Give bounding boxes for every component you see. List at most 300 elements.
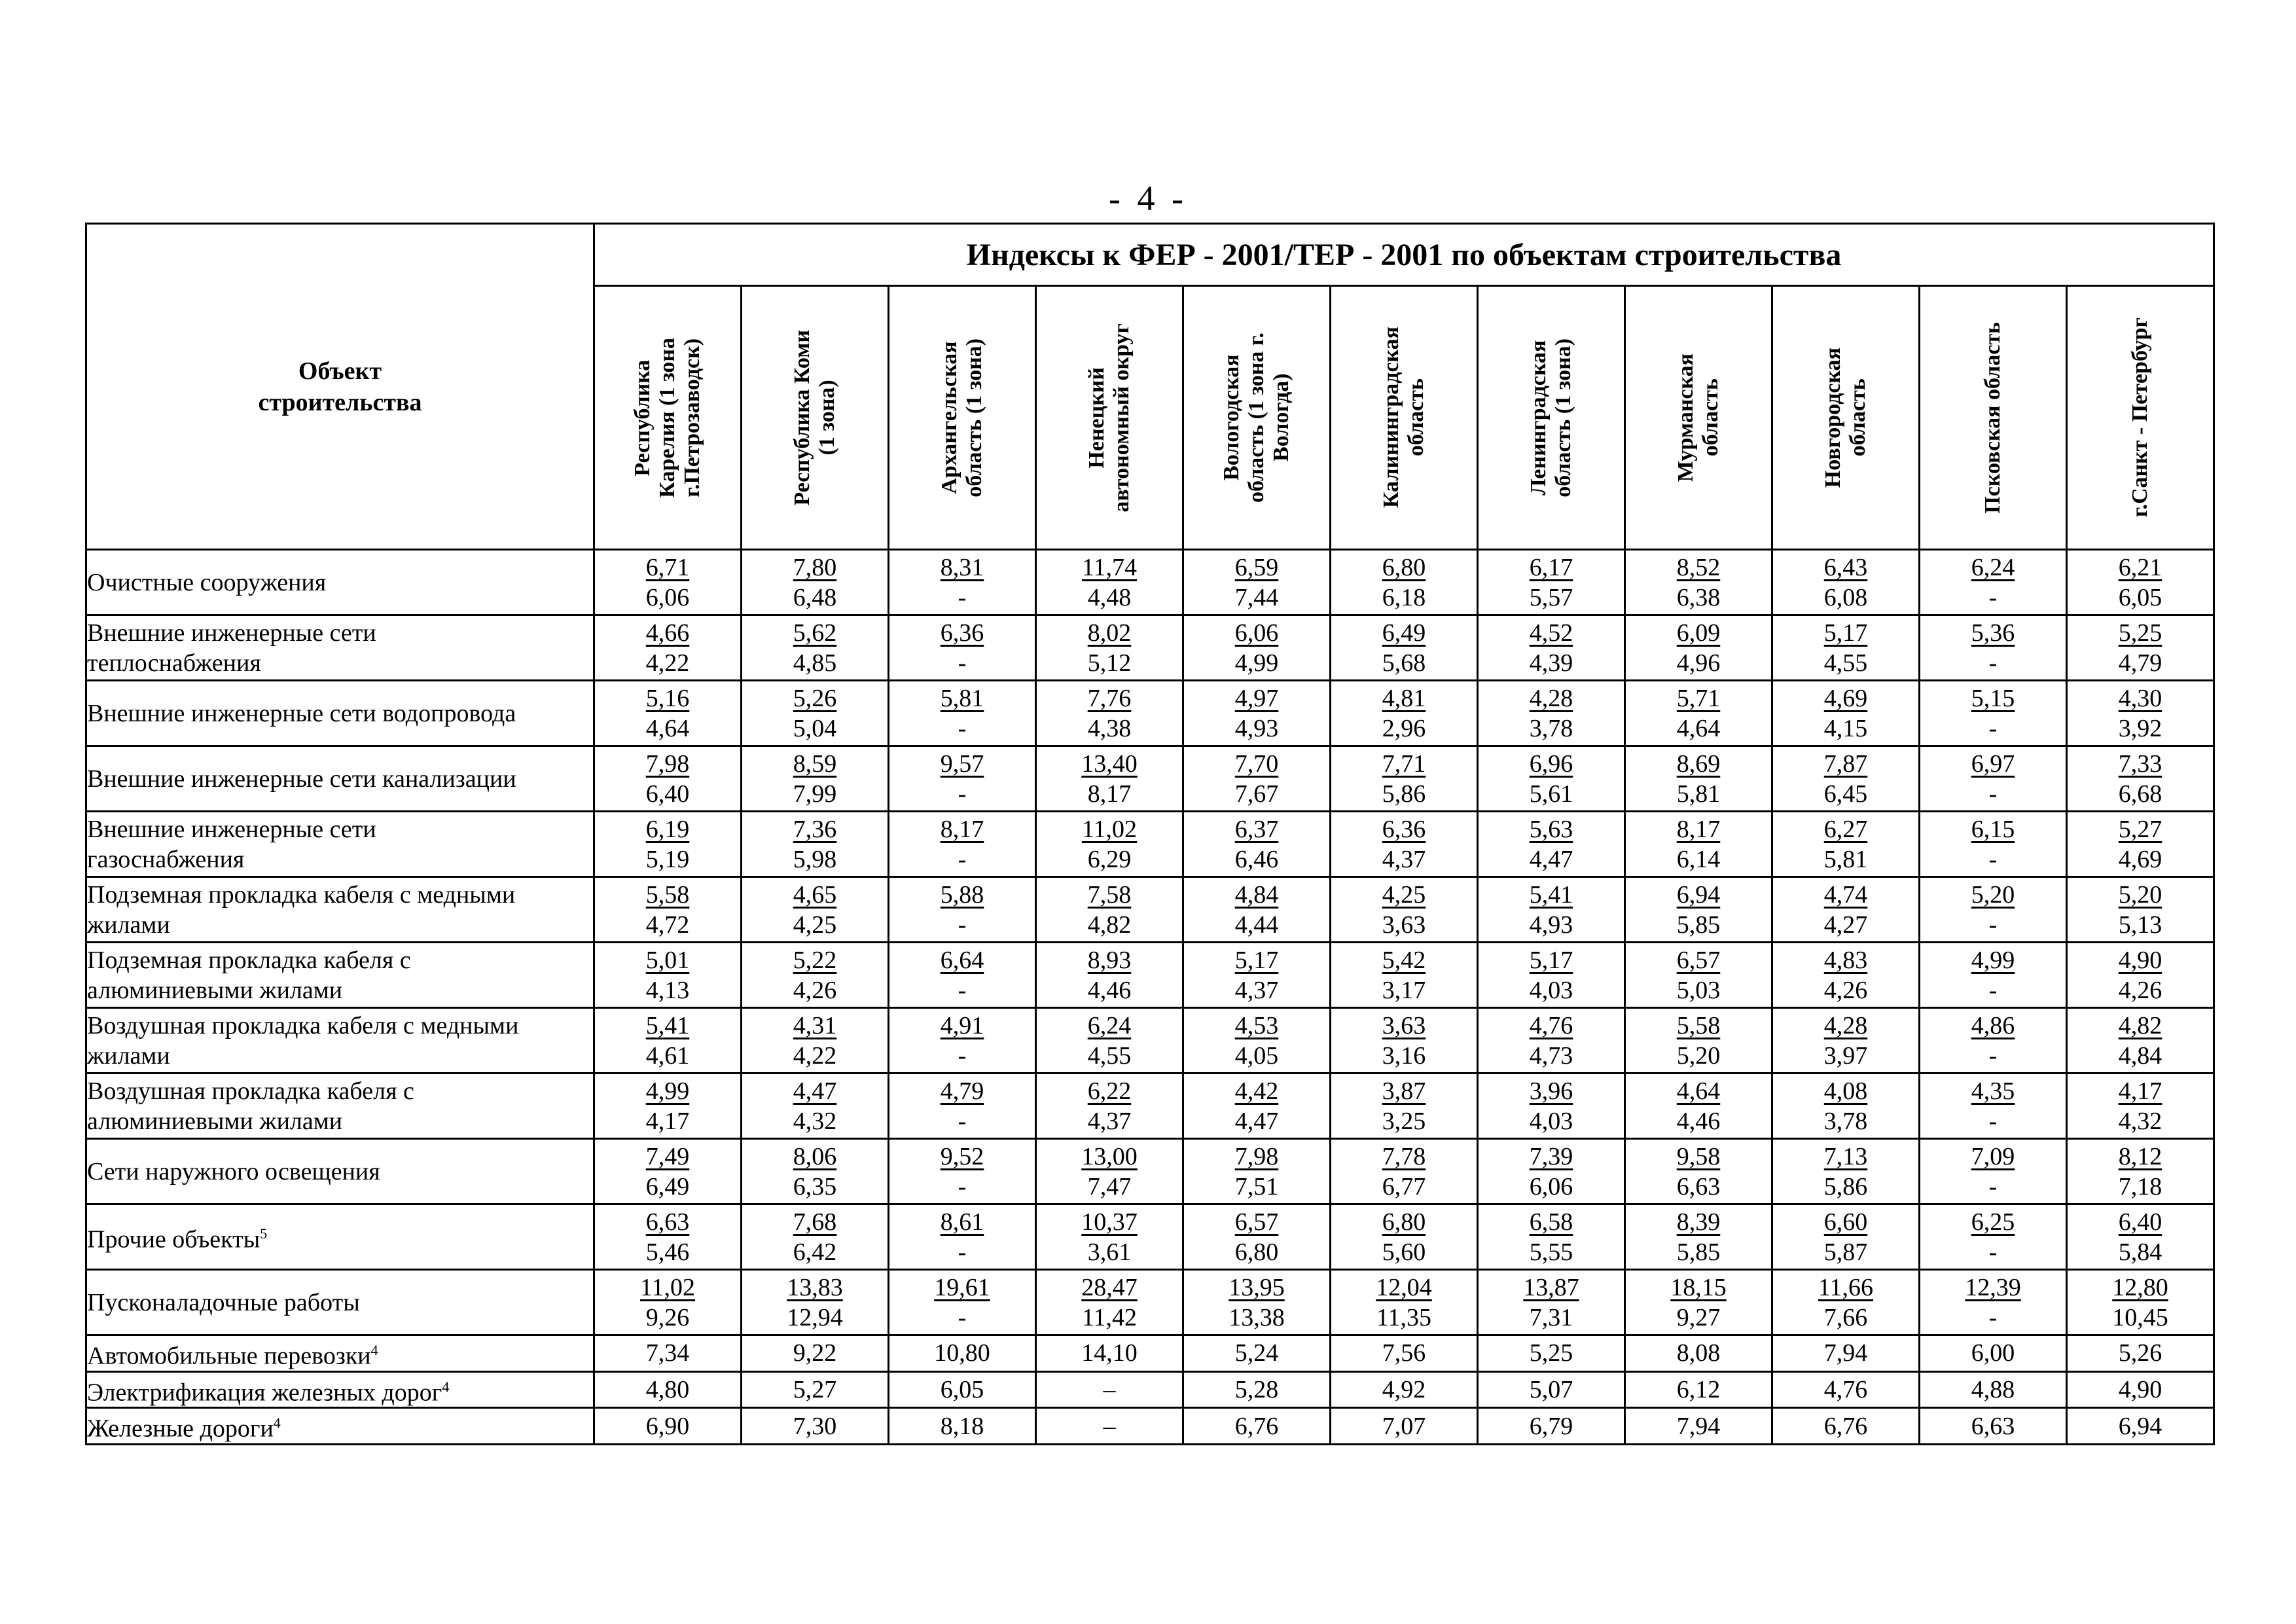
index-value-top: 4,64	[1676, 1077, 1721, 1105]
index-value-cell	[742, 877, 889, 943]
object-name-cell	[86, 812, 594, 877]
index-value-top: 6,24	[1971, 553, 2015, 581]
index-value-bottom: 4,26	[793, 976, 837, 1004]
index-value-top: 4,97	[1234, 684, 1279, 712]
index-value-cell	[594, 1335, 742, 1372]
index-value-cell	[1772, 1408, 1920, 1445]
object-name: Подземная прокладка кабеля с медными жилами	[87, 880, 516, 939]
object-column-header	[86, 224, 594, 550]
index-value-bottom: 4,93	[1529, 911, 1573, 939]
index-value-top: 4,79	[940, 1077, 984, 1105]
index-value-cell	[1036, 943, 1183, 1008]
index-value-bottom: 6,63	[1676, 1172, 1721, 1200]
index-value-top: 28,47	[1081, 1273, 1138, 1301]
index-value-top: 4,76	[1529, 1011, 1573, 1039]
region-header-label: г.Санкт - Петербург	[2128, 317, 2152, 518]
index-value-top: 8,17	[940, 815, 984, 843]
index-value-top: 12,04	[1376, 1273, 1432, 1301]
index-value-bottom: 5,57	[1529, 583, 1573, 611]
index-value-bottom: -	[1988, 1041, 1998, 1070]
index-value-cell	[1331, 1074, 1478, 1139]
index-value-bottom: 5,60	[1382, 1238, 1426, 1266]
index-value-bottom: 13,38	[1229, 1303, 1285, 1331]
footnote-marker: 4	[442, 1378, 450, 1395]
region-header-label: Мурманская область	[1674, 353, 1723, 482]
region-header	[1183, 286, 1331, 550]
index-value-bottom: -	[1988, 780, 1998, 808]
index-value: 4,80	[645, 1375, 690, 1403]
index-value-bottom: 5,12	[1087, 649, 1132, 677]
index-value-cell	[2067, 1371, 2214, 1408]
index-value: 5,24	[1234, 1339, 1279, 1367]
index-value-bottom: -	[1988, 976, 1998, 1004]
index-value-top: 4,28	[1823, 1011, 1868, 1039]
index-value-cell	[1625, 1074, 1772, 1139]
index-value-cell	[1183, 877, 1331, 943]
index-value-cell	[889, 1074, 1036, 1139]
index-value-bottom: 4,05	[1234, 1041, 1279, 1070]
region-header	[1478, 286, 1625, 550]
index-value-cell	[1331, 812, 1478, 877]
index-value-cell	[1772, 681, 1920, 746]
region-header-label: Новгородская область	[1821, 347, 1870, 488]
index-value-cell	[742, 1074, 889, 1139]
index-value-bottom: 4,79	[2118, 649, 2162, 677]
index-value-top: 5,41	[1529, 880, 1573, 909]
index-value-bottom: 4,64	[645, 714, 690, 742]
region-header-label: Архангельская область (1 зона)	[937, 338, 986, 497]
region-header	[1772, 286, 1920, 550]
index-value-cell	[1772, 1008, 1920, 1074]
region-header-label: Республика Карелия (1 зона г.Петрозаводск)	[630, 337, 704, 498]
index-value-bottom: 6,05	[2118, 583, 2162, 611]
index-value-top: 7,58	[1087, 880, 1132, 909]
index-value-cell	[1331, 1270, 1478, 1335]
index-value-top: 4,91	[940, 1011, 984, 1039]
index-value: 4,88	[1971, 1375, 2015, 1403]
index-value-top: 8,69	[1676, 749, 1721, 778]
index-value-bottom: 3,16	[1382, 1041, 1426, 1070]
index-value-bottom: 7,99	[793, 780, 837, 808]
index-value-top: 6,59	[1234, 553, 1279, 581]
index-value-bottom: 4,22	[645, 649, 690, 677]
index-value-top: 6,24	[1087, 1011, 1132, 1039]
index-value-top: 4,52	[1529, 619, 1573, 647]
index-value-cell	[594, 550, 742, 615]
table-row	[86, 550, 2214, 615]
index-value-cell	[1920, 1008, 2067, 1074]
index-value-bottom: 4,13	[645, 976, 690, 1004]
index-value-bottom: 4,27	[1823, 911, 1868, 939]
index-value-cell	[1478, 1371, 1625, 1408]
index-value-cell	[1625, 943, 1772, 1008]
index-value-top: 6,94	[1676, 880, 1721, 909]
index-value-top: 4,90	[2118, 946, 2162, 974]
index-value-top: 7,76	[1087, 684, 1132, 712]
index-value-top: 5,58	[1676, 1011, 1721, 1039]
index-value-top: 3,96	[1529, 1077, 1573, 1105]
index-value-top: 9,52	[940, 1142, 984, 1170]
index-value-top: 8,17	[1676, 815, 1721, 843]
index-value-cell	[2067, 1139, 2214, 1204]
table-row	[86, 1139, 2214, 1204]
index-value-cell	[594, 812, 742, 877]
index-value-bottom: 6,38	[1676, 583, 1721, 611]
index-value-bottom: 3,97	[1823, 1041, 1868, 1070]
index-value-top: 11,02	[1081, 815, 1138, 843]
index-value-cell	[1331, 1408, 1478, 1445]
index-value-cell	[2067, 550, 2214, 615]
index-value-cell	[1036, 1008, 1183, 1074]
index-value-cell	[2067, 681, 2214, 746]
object-name-cell	[86, 1335, 594, 1372]
index-value-top: 8,02	[1087, 619, 1132, 647]
index-value-cell	[1331, 1204, 1478, 1270]
index-value-top: 4,08	[1823, 1077, 1868, 1105]
region-header	[1036, 286, 1183, 550]
index-value-cell	[889, 615, 1036, 681]
index-value-cell	[1183, 615, 1331, 681]
index-value-cell	[889, 1335, 1036, 1372]
index-value-top: 4,53	[1234, 1011, 1279, 1039]
index-value-cell	[742, 1408, 889, 1445]
index-value-cell	[594, 943, 742, 1008]
index-value-bottom: 11,42	[1081, 1303, 1138, 1331]
index-value-cell	[1772, 1270, 1920, 1335]
index-value-top: 7,71	[1382, 749, 1426, 778]
index-value: 8,08	[1676, 1339, 1721, 1367]
object-name-cell	[86, 681, 594, 746]
table-row	[86, 1270, 2214, 1335]
index-value-bottom: -	[958, 1107, 967, 1135]
index-value-bottom: 4,46	[1087, 976, 1132, 1004]
table-row	[86, 1204, 2214, 1270]
index-value-cell	[1478, 1335, 1625, 1372]
index-value-bottom: 6,42	[793, 1238, 837, 1266]
index-value-cell	[742, 681, 889, 746]
index-value: 7,07	[1382, 1412, 1426, 1440]
index-value-bottom: -	[958, 911, 967, 939]
index-value-bottom: 4,37	[1382, 845, 1426, 873]
index-value-bottom: 4,32	[793, 1107, 837, 1135]
index-value-cell	[1036, 746, 1183, 812]
index-value-cell	[742, 746, 889, 812]
index-value-bottom: -	[1988, 1107, 1998, 1135]
object-name-cell	[86, 1204, 594, 1270]
index-value-bottom: 4,22	[793, 1041, 837, 1070]
table-row	[86, 1074, 2214, 1139]
index-value-top: 6,15	[1971, 815, 2015, 843]
index-value-bottom: 6,35	[793, 1172, 837, 1200]
index-value-cell	[1036, 1204, 1183, 1270]
index-value-top: 7,36	[793, 815, 837, 843]
index-value-top: 5,16	[645, 684, 690, 712]
index-value-top: 6,80	[1382, 553, 1426, 581]
object-name-cell	[86, 1139, 594, 1204]
index-value-bottom: 4,37	[1234, 976, 1279, 1004]
object-name: Сети наружного освещения	[87, 1157, 380, 1185]
index-value-cell	[1772, 877, 1920, 943]
index-value-bottom: 9,26	[645, 1303, 690, 1331]
index-value-top: 12,39	[1965, 1273, 2021, 1301]
index-value-bottom: 7,51	[1234, 1172, 1279, 1200]
index-value: 7,94	[1823, 1339, 1868, 1367]
index-value-bottom: 4,96	[1676, 649, 1721, 677]
index-value-cell	[594, 1074, 742, 1139]
index-value-bottom: 3,17	[1382, 976, 1426, 1004]
object-name-cell	[86, 550, 594, 615]
index-value-cell	[1331, 877, 1478, 943]
index-value-top: 4,99	[645, 1077, 690, 1105]
index-value-cell	[889, 1408, 1036, 1445]
index-value-top: 6,49	[1382, 619, 1426, 647]
index-value-cell	[2067, 1270, 2214, 1335]
region-header	[1331, 286, 1478, 550]
object-name-cell	[86, 1371, 594, 1408]
index-value-cell	[889, 877, 1036, 943]
object-name: Воздушная прокладка кабеля с алюминиевыми жилами	[87, 1077, 414, 1135]
index-value: –	[1103, 1412, 1116, 1440]
index-value-bottom: 4,99	[1234, 649, 1279, 677]
index-value-cell	[1478, 877, 1625, 943]
index-value-cell	[1920, 1074, 2067, 1139]
index-value-bottom: -	[958, 649, 967, 677]
index-value: 4,76	[1823, 1375, 1868, 1403]
index-value-bottom: 9,27	[1676, 1303, 1721, 1331]
index-value-cell	[1772, 943, 1920, 1008]
index-value-top: 7,78	[1382, 1142, 1426, 1170]
index-value-cell	[1331, 1008, 1478, 1074]
index-value-top: 6,80	[1382, 1208, 1426, 1236]
index-value-bottom: 4,72	[645, 911, 690, 939]
index-value-top: 4,30	[2118, 684, 2162, 712]
index-value-bottom: 10,45	[2112, 1303, 2168, 1331]
index-value-bottom: 6,06	[1529, 1172, 1573, 1200]
index-value-bottom: -	[958, 714, 967, 742]
index-value-top: 3,63	[1382, 1011, 1426, 1039]
object-name-cell	[86, 1408, 594, 1445]
index-value: 6,00	[1971, 1339, 2015, 1367]
index-value-cell	[2067, 812, 2214, 877]
index-value-cell	[1625, 746, 1772, 812]
table-row	[86, 1335, 2214, 1372]
index-value-cell	[1183, 1204, 1331, 1270]
index-value-top: 6,96	[1529, 749, 1573, 778]
index-value-bottom: 5,87	[1823, 1238, 1868, 1266]
index-value-cell	[1183, 812, 1331, 877]
index-value-bottom: -	[958, 780, 967, 808]
index-value-top: 5,20	[2118, 880, 2162, 909]
index-value-bottom: 6,08	[1823, 583, 1868, 611]
object-column-header-text: Объект строительства	[258, 357, 422, 416]
index-value-top: 5,26	[793, 684, 837, 712]
region-header-label: Ленинградская область (1 зона)	[1526, 338, 1575, 497]
index-value-cell	[2067, 746, 2214, 812]
index-value-top: 6,21	[2118, 553, 2162, 581]
index-value-top: 6,58	[1529, 1208, 1573, 1236]
region-header-label: Калининградская область	[1379, 327, 1428, 509]
index-value-bottom: 4,15	[1823, 714, 1868, 742]
index-value: 6,76	[1234, 1412, 1279, 1440]
index-value-bottom: 5,86	[1823, 1172, 1868, 1200]
index-value-top: 8,12	[2118, 1142, 2162, 1170]
index-value-top: 6,36	[1382, 815, 1426, 843]
index-value-cell	[889, 1270, 1036, 1335]
index-value-bottom: -	[1988, 845, 1998, 873]
object-name: Внешние инженерные сети газоснабжения	[87, 815, 376, 873]
index-value-cell	[1183, 943, 1331, 1008]
index-value-bottom: -	[958, 1041, 967, 1070]
index-value-cell	[1183, 1139, 1331, 1204]
object-name: Электрификация железных дорог	[87, 1379, 442, 1407]
index-value-bottom: -	[958, 1238, 967, 1266]
index-value-bottom: 11,35	[1376, 1303, 1432, 1331]
index-value-top: 5,71	[1676, 684, 1721, 712]
index-value-bottom: -	[958, 1172, 967, 1200]
region-header	[594, 286, 742, 550]
index-value-top: 5,01	[645, 946, 690, 974]
index-value-cell	[2067, 877, 2214, 943]
index-value-top: 8,31	[940, 553, 984, 581]
index-value: 5,25	[1529, 1339, 1573, 1367]
index-value-bottom: 5,46	[645, 1238, 690, 1266]
index-value-bottom: 5,20	[1676, 1041, 1721, 1070]
index-value-cell	[1625, 1008, 1772, 1074]
table-row	[86, 877, 2214, 943]
index-value-bottom: 5,84	[2118, 1238, 2162, 1266]
table-row	[86, 812, 2214, 877]
index-value-top: 12,80	[2112, 1273, 2168, 1301]
index-value-top: 7,70	[1234, 749, 1279, 778]
index-value-top: 5,42	[1382, 946, 1426, 974]
index-value-top: 7,49	[645, 1142, 690, 1170]
index-value-cell	[1036, 550, 1183, 615]
index-value-bottom: 5,55	[1529, 1238, 1573, 1266]
index-value-top: 5,17	[1234, 946, 1279, 974]
index-value-top: 5,62	[793, 619, 837, 647]
index-value-bottom: 4,84	[2118, 1041, 2162, 1070]
index-value-cell	[1478, 1008, 1625, 1074]
index-value-cell	[1920, 1335, 2067, 1372]
index-value-cell	[742, 1270, 889, 1335]
index-value-top: 11,66	[1818, 1273, 1874, 1301]
index-value-top: 18,15	[1670, 1273, 1727, 1301]
index-value-bottom: 4,26	[2118, 976, 2162, 1004]
index-value-top: 4,82	[2118, 1011, 2162, 1039]
index-value-cell	[1920, 1204, 2067, 1270]
index-value-bottom: 6,48	[793, 583, 837, 611]
index-value-top: 6,25	[1971, 1208, 2015, 1236]
index-value-cell	[742, 812, 889, 877]
index-value-cell	[1625, 550, 1772, 615]
index-value-bottom: -	[958, 845, 967, 873]
index-value-cell	[889, 1371, 1036, 1408]
index-value-cell	[2067, 1074, 2214, 1139]
index-value: 6,90	[645, 1412, 690, 1440]
index-value: 6,05	[940, 1375, 984, 1403]
index-value-cell	[1036, 877, 1183, 943]
table-row	[86, 1371, 2214, 1408]
index-value-cell	[1625, 1204, 1772, 1270]
index-value-cell	[1920, 1270, 2067, 1335]
index-value-cell	[1036, 1270, 1183, 1335]
index-value-cell	[1920, 1139, 2067, 1204]
index-value-bottom: 3,25	[1382, 1107, 1426, 1135]
index-value-top: 4,31	[793, 1011, 837, 1039]
index-value-cell	[1478, 1204, 1625, 1270]
index-value-cell	[2067, 1408, 2214, 1445]
index-value-top: 7,98	[645, 749, 690, 778]
object-name-cell	[86, 877, 594, 943]
index-value-bottom: 2,96	[1382, 714, 1426, 742]
object-name-cell	[86, 1074, 594, 1139]
index-value-cell	[1331, 550, 1478, 615]
index-value-top: 7,87	[1823, 749, 1868, 778]
index-value-cell	[594, 1008, 742, 1074]
index-value-bottom: 5,85	[1676, 1238, 1721, 1266]
index-value-bottom: 4,46	[1676, 1107, 1721, 1135]
index-value: 10,80	[934, 1339, 990, 1367]
index-value-bottom: 4,26	[1823, 976, 1868, 1004]
index-value-bottom: 4,93	[1234, 714, 1279, 742]
index-value: 6,12	[1676, 1375, 1721, 1403]
index-value-cell	[1331, 1335, 1478, 1372]
index-value-top: 8,61	[940, 1208, 984, 1236]
footnote-marker: 4	[370, 1342, 378, 1358]
index-value-bottom: 6,80	[1234, 1238, 1279, 1266]
index-value: 5,07	[1529, 1375, 1573, 1403]
index-value-bottom: 5,03	[1676, 976, 1721, 1004]
index-value-top: 5,63	[1529, 815, 1573, 843]
index-value-cell	[1331, 1139, 1478, 1204]
index-value-top: 5,25	[2118, 619, 2162, 647]
index-value-top: 7,13	[1823, 1142, 1868, 1170]
index-value-cell	[742, 943, 889, 1008]
index-value: 14,10	[1081, 1339, 1138, 1367]
index-value-bottom: 4,17	[645, 1107, 690, 1135]
index-value-cell	[1920, 615, 2067, 681]
index-value-cell	[1625, 1335, 1772, 1372]
index-value-cell	[1478, 812, 1625, 877]
index-value-top: 5,20	[1971, 880, 2015, 909]
index-value-cell	[1625, 1270, 1772, 1335]
object-name: Прочие объекты	[87, 1225, 260, 1254]
index-value-top: 8,93	[1087, 946, 1132, 974]
index-value-cell	[1772, 1139, 1920, 1204]
index-value-bottom: 5,61	[1529, 780, 1573, 808]
index-value-cell	[742, 1204, 889, 1270]
index-value-cell	[1036, 615, 1183, 681]
index-value-bottom: 7,66	[1823, 1303, 1868, 1331]
index-value-bottom: 4,55	[1087, 1041, 1132, 1070]
index-value-top: 4,47	[793, 1077, 837, 1105]
index-value-bottom: 3,78	[1529, 714, 1573, 742]
index-value-bottom: 6,68	[2118, 780, 2162, 808]
index-value-bottom: 6,29	[1087, 845, 1132, 873]
index-value-top: 4,17	[2118, 1077, 2162, 1105]
index-value-bottom: 4,38	[1087, 714, 1132, 742]
index-value-cell	[1625, 812, 1772, 877]
index-value-cell	[1478, 1139, 1625, 1204]
index-value-cell	[1772, 812, 1920, 877]
index-value-top: 6,57	[1234, 1208, 1279, 1236]
index-value-cell	[1331, 746, 1478, 812]
index-value-bottom: 8,17	[1087, 780, 1132, 808]
index-value-cell	[889, 1204, 1036, 1270]
index-value-cell	[1183, 1008, 1331, 1074]
index-value-cell	[594, 615, 742, 681]
index-value-top: 7,80	[793, 553, 837, 581]
